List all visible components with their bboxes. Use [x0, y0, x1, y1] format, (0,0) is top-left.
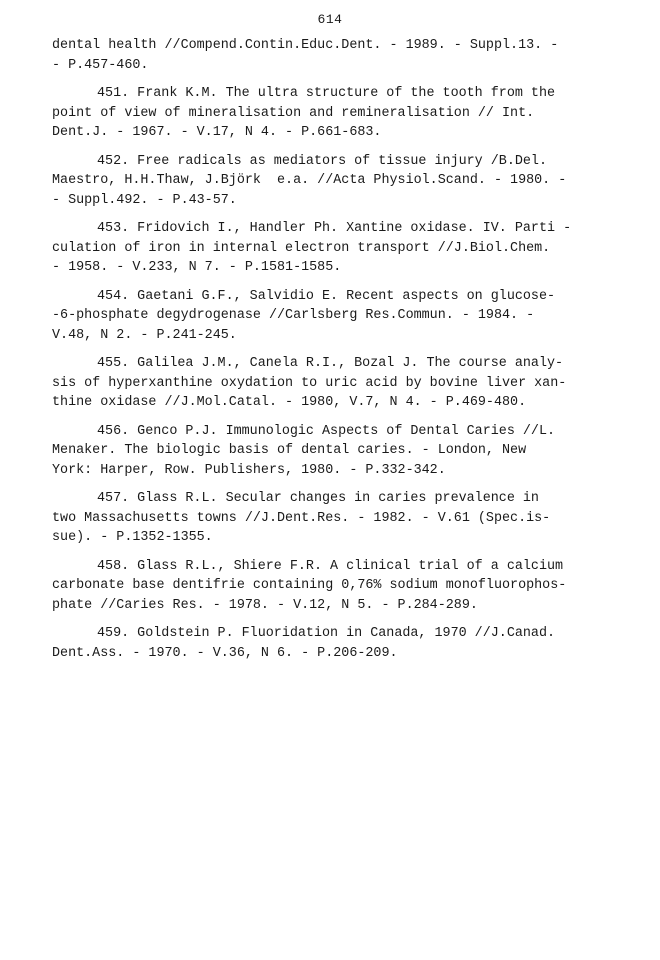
reference-line: 454. Gaetani G.F., Salvidio E. Recent aspects on glucose-: [97, 288, 556, 304]
reference-line: thine oxidase //J.Mol.Catal. - 1980, V.7, N 4. - P.469-480.: [52, 395, 527, 410]
reference-line: culation of iron in internal electron transport //J.Biol.Chem.: [52, 240, 551, 256]
reference-line: sis of hyperxanthine oxydation to uric acid by bovine liver xan-: [52, 375, 567, 391]
reference-entry: [52, 219, 612, 278]
reference-line: 458. Glass R.L., Shiere F.R. A clinical trial of a calcium: [97, 558, 564, 574]
reference-entry: [52, 422, 612, 481]
reference-line: Dent.J. - 1967. - V.17, N 4. - P.661-683.: [52, 125, 382, 140]
reference-entry: [52, 152, 612, 211]
reference-line: 455. Galilea J.M., Canela R.I., Bozal J. The course analy-: [97, 356, 564, 371]
reference-entry: [52, 84, 612, 143]
reference-line: carbonate base dentifrie containing 0,76% sodium monofluorophos-: [52, 578, 567, 593]
reference-line: - 1958. - V.233, N 7. - P.1581-1585.: [52, 260, 342, 275]
reference-line: 451. Frank K.M. The ultra structure of the tooth from the: [97, 86, 556, 101]
reference-line: York: Harper, Row. Publishers, 1980. - P.332-342.: [52, 462, 446, 478]
reference-entry: [52, 36, 612, 75]
reference-entry: [52, 489, 612, 548]
reference-line: Menaker. The biologic basis of dental caries. - London, New: [52, 443, 527, 458]
reference-entry: [52, 624, 612, 663]
reference-line: phate //Caries Res. - 1978. - V.12, N 5. - P.284-289.: [52, 597, 478, 613]
reference-line: 456. Genco P.J. Immunologic Aspects of Dental Caries //L.: [97, 423, 556, 439]
reference-entry: [52, 354, 612, 413]
reference-line: - Suppl.492. - P.43-57.: [52, 192, 237, 208]
reference-line: sue). - P.1352-1355.: [52, 530, 213, 545]
page-number: 614: [317, 12, 343, 27]
reference-line: Maestro, H.H.Thaw, J.Björk e.a. //Acta Physiol.Scand. - 1980. -: [52, 173, 567, 188]
reference-line: Dent.Ass. - 1970. - V.36, N 6. - P.206-209.: [52, 645, 398, 661]
reference-line: 452. Free radicals as mediators of tissue injury /B.Del.: [97, 153, 547, 169]
reference-entry: [52, 287, 612, 346]
reference-line: 453. Fridovich I., Handler Ph. Xantine oxidase. IV. Parti -: [97, 221, 572, 236]
reference-line: two Massachusetts towns //J.Dent.Res. - 1982. - V.61 (Spec.is-: [52, 510, 551, 526]
reference-entry: [52, 557, 612, 616]
reference-line: V.48, N 2. - P.241-245.: [52, 327, 237, 343]
reference-line: -6-phosphate degydrogenase //Carlsberg Res.Commun. - 1984. -: [52, 308, 535, 323]
reference-line: 457. Glass R.L. Secular changes in caries prevalence in: [97, 491, 539, 506]
reference-list: [52, 36, 612, 663]
reference-line: - P.457-460.: [52, 57, 149, 73]
reference-line: point of view of mineralisation and remineralisation // Int.: [52, 105, 535, 121]
reference-line: dental health //Compend.Contin.Educ.Dent. - 1989. - Suppl.13. -: [52, 38, 559, 53]
reference-line: 459. Goldstein P. Fluoridation in Canada, 1970 //J.Canad.: [97, 626, 556, 641]
